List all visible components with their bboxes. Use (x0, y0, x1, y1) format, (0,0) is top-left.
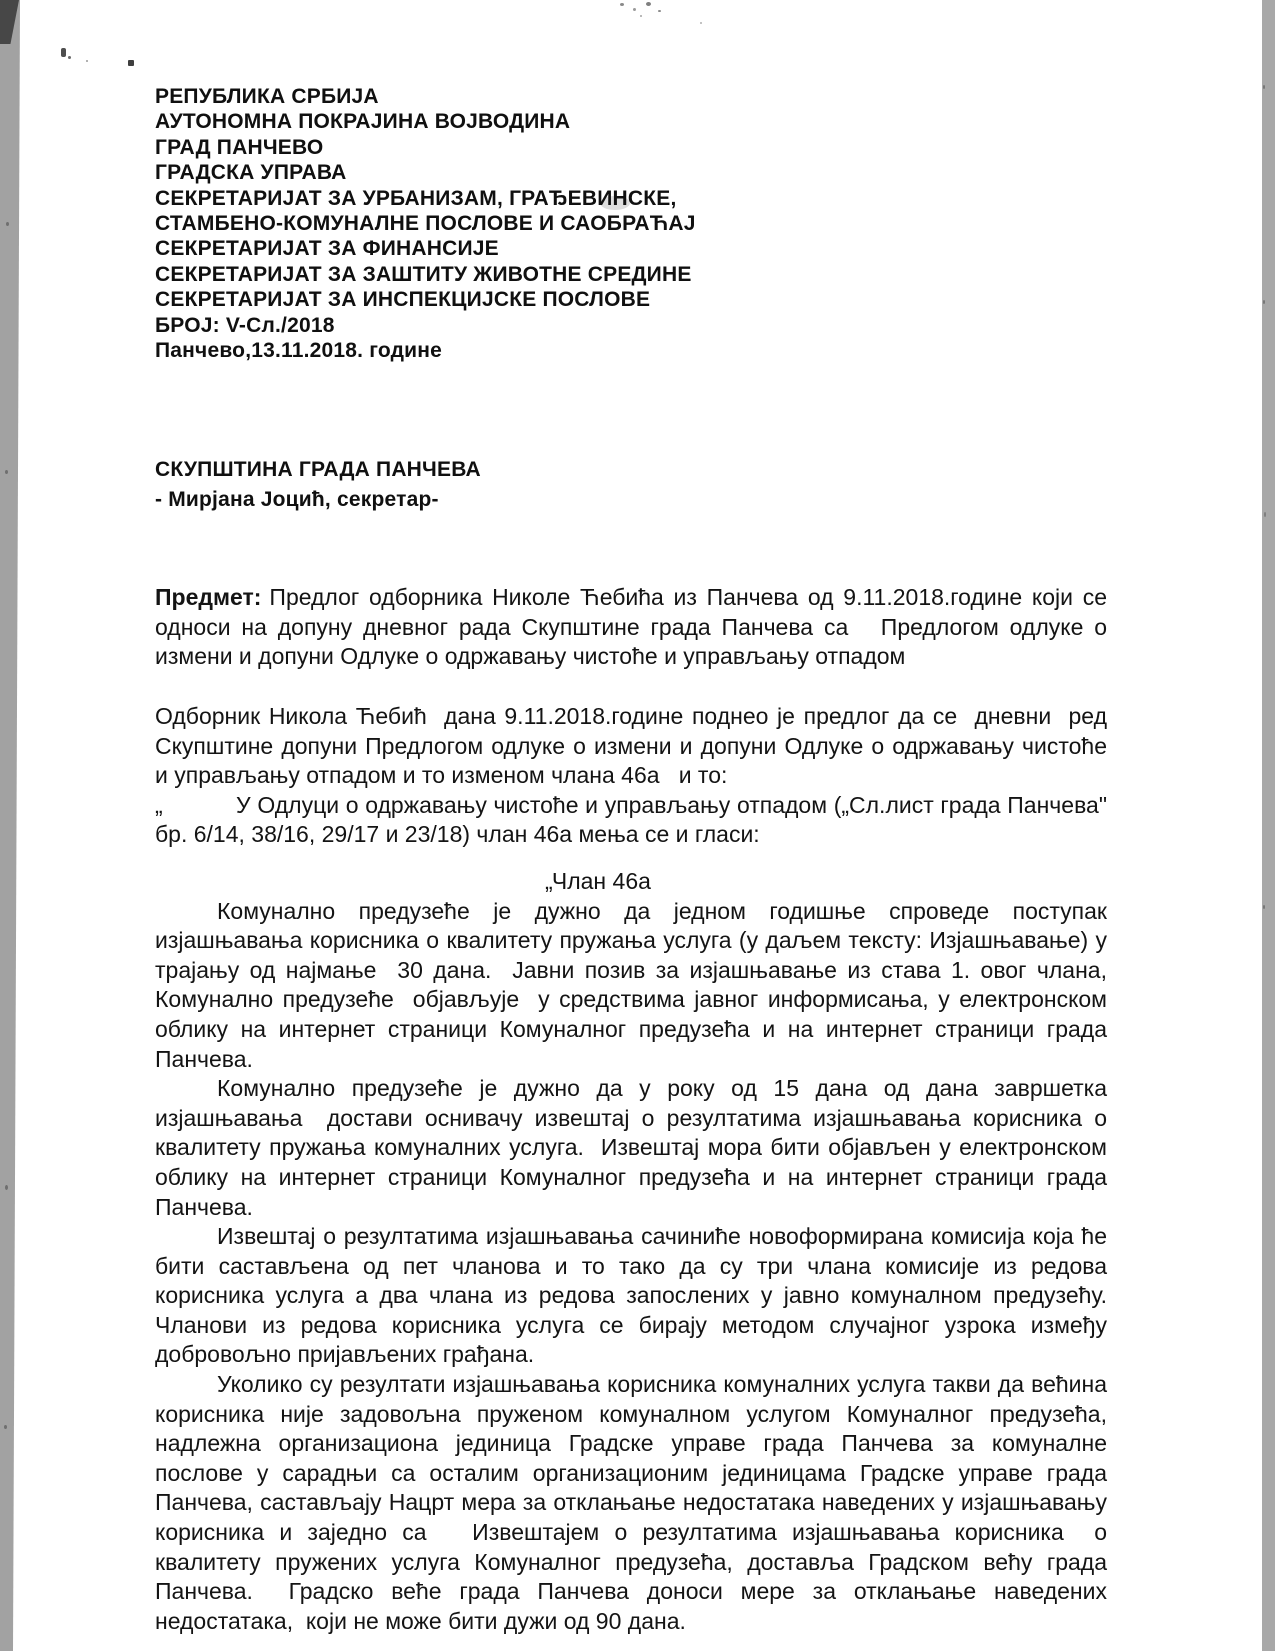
subject-text: Предлог одборника Николе Ћебића из Панчева од 9.11.2018.године који се односи на допуну дневног рада Скупштине града Панчева са Предлогом одлуке о измени и допуни Одлуке о одржавању чистоће и управљању отпадом (155, 584, 1107, 669)
scan-speckle (633, 8, 636, 11)
letterhead-line: РЕПУБЛИКА СРБИЈА (155, 85, 379, 108)
letterhead (155, 84, 1135, 363)
article-heading: „Члан 46а (545, 867, 651, 894)
document-number: БРОЈ: V-Сл./2018 (155, 313, 335, 337)
letterhead-line: АУТОНОМНА ПОКРАЈИНА ВОЈВОДИНА (155, 110, 571, 134)
letterhead-line: СЕКРЕТАРИЈАТ ЗА УРБАНИЗАМ, ГРАЂЕВИНСКЕ, (155, 186, 677, 210)
scan-speckle (86, 60, 88, 62)
scan-speckle (5, 1185, 8, 1190)
scan-speckle (6, 222, 9, 226)
body-paragraph: Уколико су резултати изјашњавања корисника комуналних услуга такви да већина корисника није задовољна пруженом комуналном услугом Комуналног предузећа, надлежна организациона јединица Градске управе града Панчева за комуналне послове у сарадњи са осталим организационим јединицама Градске управе града Панчева, састављају Нацрт мера за отклањање недостатака наведених у изјашњавању корисника и заједно са Извештајем о резултатима изјашњавања корисника о квалитету пружених услуга Комуналног предузећа, доставља Градском већу града Панчева. Градско веће града Панчева доноси мере за отклањање наведених недостатака, који не може бити дужи од 90 дана. (155, 1371, 1107, 1634)
scan-edge-left-band (0, 0, 22, 1651)
document-body (155, 702, 1107, 1636)
scan-speckle (1264, 512, 1266, 517)
scan-speckle (4, 1425, 7, 1429)
letterhead-line: СЕКРЕТАРИЈАТ ЗА ЗАШТИТУ ЖИВОТНЕ СРЕДИНЕ (155, 262, 692, 286)
body-paragraph: Комунално предузеће је дужно да у року од 15 дана од дана завршетка изјашњавања достави оснивачу извештај о резултатима изјашњавања корисника о квалитету пружања комуналних услуга. Извештај мора бити објављен у електронском облику на интернет страници Комуналног предузећа и на интернет страници града Панчева. (155, 1075, 1107, 1220)
quote-paragraph: „ У Одлуци о одржавању чистоће и управљању отпадом („Сл.лист града Панчева" бр. 6/14, 38/16, 29/17 и 23/18) члан 46а мења се и гласи: (155, 791, 1107, 848)
scan-speckle (646, 2, 651, 6)
scan-speckle (620, 3, 624, 6)
letterhead-line: СЕКРЕТАРИЈАТ ЗА ФИНАНСИЈЕ (155, 237, 499, 261)
scan-speckle (1263, 300, 1265, 304)
scan-speckle (1263, 85, 1265, 89)
letterhead-line: ГРАД ПАНЧЕВО (155, 135, 324, 159)
addressee-block (155, 455, 1055, 514)
scan-speckle (658, 10, 661, 12)
subject-label: Предмет: (155, 584, 262, 610)
intro-paragraph: Одборник Никола Ћебић дана 9.11.2018.године поднео је предлог да се дневни ред Скупштине допуни Предлогом одлуке о измени и допуни Одлуке о одржавању чистоће и управљању отпадом и то изменом члана 46а и то: (155, 703, 1107, 789)
letterhead-line: СТАМБЕНО-КОМУНАЛНЕ ПОСЛОВЕ И САОБРАЋАЈ (155, 212, 696, 236)
body-paragraph: Извештај о резултатима изјашњавања сачиниће новоформирана комисија која ће бити састављена од пет чланова и то тако да су три члана комисије из редова корисника услуга а два члана из редова запослених у јавно комуналном предузећу. Чланови из редова корисника услуга се бирају методом случајног узрока између добровољно пријављених грађана. (155, 1223, 1107, 1368)
place-and-date: Панчево,13.11.2018. године (155, 339, 443, 363)
scan-edge-right-band (1262, 0, 1275, 1651)
letterhead-line: СЕКРЕТАРИЈАТ ЗА ИНСПЕКЦИЈСКЕ ПОСЛОВЕ (155, 288, 651, 312)
body-paragraph: Комунално предузеће је дужно да једном годишње спроведе поступак изјашњавања корисника о квалитету пружања услуга (у даљем тексту: Изјашњавање) у трајању од најмање 30 дана. Јавни позив за изјашњавање из става 1. овог члана, Комунално предузеће објављује у средствима јавног информисања, у електронском облику на интернет страници Комуналног предузећа и на интернет страници града Панчева. (155, 897, 1107, 1072)
scan-speckle (61, 48, 66, 57)
addressee-secretary: - Мирјана Јоцић, секретар- (155, 487, 439, 511)
scan-speckle (1263, 905, 1265, 909)
addressee-name: СКУПШТИНА ГРАДА ПАНЧЕВА (155, 458, 481, 481)
scan-speckle (128, 60, 134, 66)
scan-speckle (5, 470, 8, 474)
letterhead-line: ГРАДСКА УПРАВА (155, 161, 347, 185)
subject-paragraph (155, 583, 1107, 672)
scan-speckle (640, 15, 642, 17)
scan-speckle (68, 56, 71, 59)
scan-speckle (700, 22, 702, 24)
